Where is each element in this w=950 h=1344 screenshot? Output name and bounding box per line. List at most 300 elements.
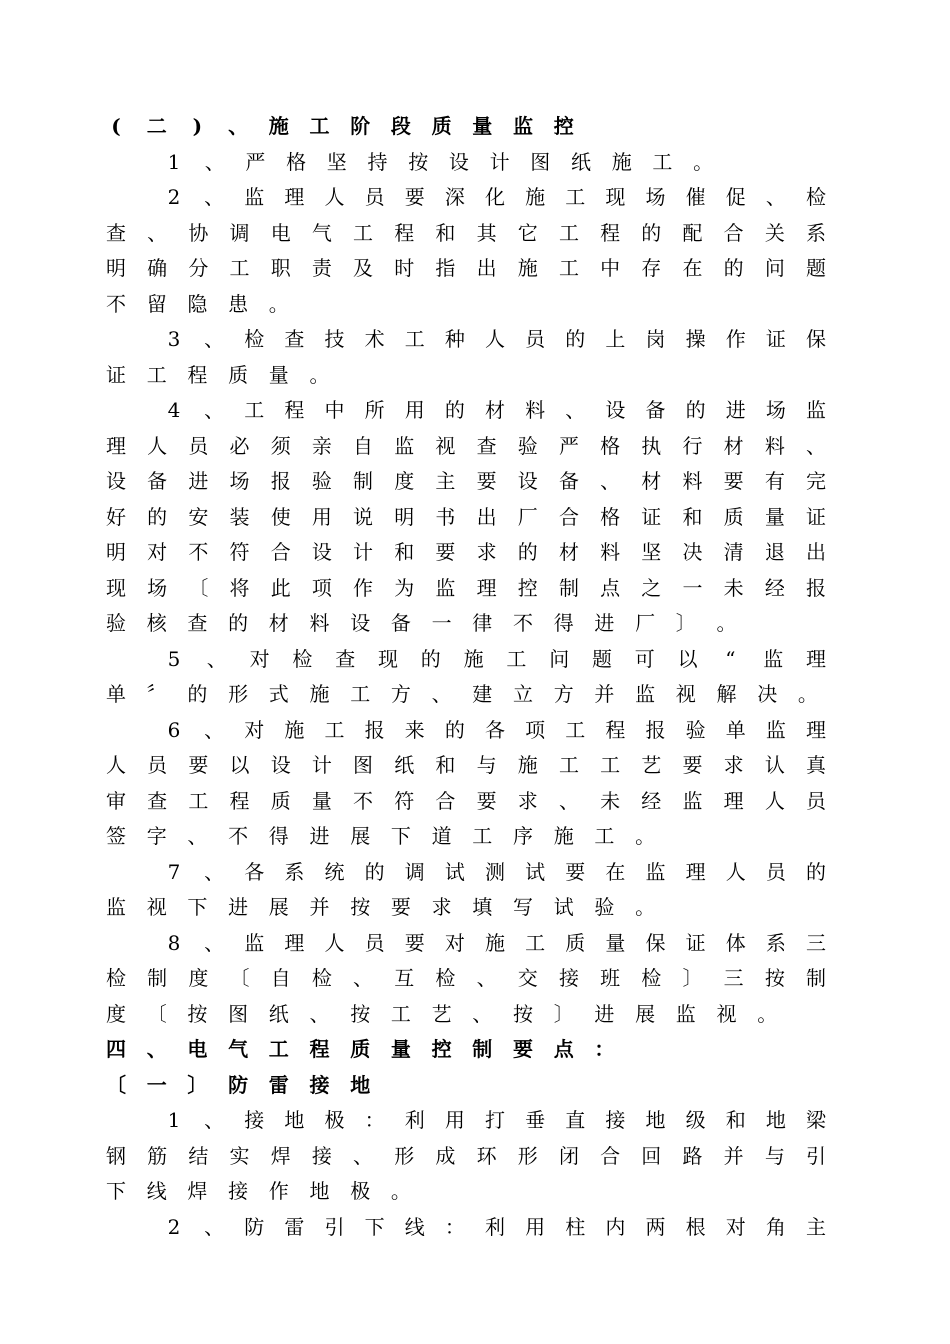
glyph: 图 (228, 1001, 249, 1026)
glyph: 证 (806, 504, 826, 529)
glyph: 。 (268, 291, 289, 316)
paragraph-line (0, 960, 950, 996)
glyph: 、 (228, 114, 249, 138)
glyph: 明 (106, 256, 126, 280)
glyph: 按 (350, 1001, 371, 1026)
glyph: 严 (245, 149, 266, 174)
paragraph-line (0, 1102, 950, 1138)
glyph: 设 (448, 149, 469, 174)
glyph: 环 (476, 1143, 497, 1168)
glyph: 施 (517, 753, 538, 777)
glyph: 一 (146, 1072, 167, 1097)
glyph: 备 (645, 398, 666, 422)
glyph: 合 (435, 788, 456, 813)
glyph: 制 (558, 575, 579, 600)
glyph: 工 (404, 327, 425, 351)
glyph: 员 (147, 753, 168, 777)
glyph: 及 (353, 256, 374, 280)
glyph: 进 (228, 895, 249, 919)
glyph: 核 (146, 611, 167, 635)
glyph: 要 (723, 469, 744, 493)
glyph: 厂 (517, 504, 538, 529)
glyph: 量 (764, 504, 785, 529)
glyph: 主 (435, 469, 456, 493)
glyph: 极 (350, 1179, 371, 1203)
glyph: 符 (229, 540, 250, 564)
glyph: 交 (517, 966, 538, 990)
glyph: 量 (605, 930, 626, 955)
glyph: 防 (244, 1214, 265, 1239)
glyph: 和 (435, 753, 456, 777)
glyph: 岗 (645, 327, 666, 351)
glyph: 要 (188, 753, 209, 777)
glyph: 理 (106, 433, 126, 458)
glyph: 程 (605, 717, 626, 742)
glyph: 查 (335, 646, 356, 671)
paragraph-line (0, 499, 950, 535)
glyph: 施 (553, 824, 574, 848)
glyph: 要 (435, 540, 456, 564)
glyph: 现 (378, 646, 398, 671)
glyph: 气 (228, 1037, 249, 1061)
glyph: 格 (600, 504, 621, 529)
glyph: 工 (525, 930, 546, 955)
glyph: 〕 (553, 1001, 574, 1026)
glyph: 技 (324, 327, 345, 351)
glyph: 内 (605, 1214, 626, 1239)
glyph: 、 (476, 966, 497, 990)
glyph: 得 (268, 824, 289, 848)
glyph: 与 (764, 1143, 785, 1168)
glyph: 与 (476, 753, 497, 777)
paragraph-line (0, 605, 950, 641)
glyph: 未 (723, 575, 744, 600)
glyph: 必 (229, 433, 250, 458)
paragraph-line (0, 321, 950, 357)
section-heading (0, 1067, 950, 1103)
glyph: 施 (485, 930, 505, 955)
glyph: 决 (757, 682, 778, 706)
glyph: 度 (394, 469, 415, 493)
glyph: 柱 (565, 1214, 586, 1239)
glyph: 出 (476, 256, 497, 280)
glyph: 。 (390, 1179, 411, 1203)
glyph: 试 (444, 859, 465, 884)
glyph: 并 (723, 1143, 744, 1168)
glyph: 视 (146, 895, 167, 919)
glyph: 进 (309, 824, 330, 848)
glyph: 理 (476, 575, 497, 600)
glyph: 制 (147, 966, 168, 990)
glyph: 单 (106, 682, 126, 706)
glyph: 雷 (268, 1072, 289, 1097)
glyph: 闭 (558, 1143, 579, 1168)
paragraph-line (0, 1138, 950, 1174)
glyph: 对 (249, 646, 270, 671)
glyph: 角 (765, 1214, 786, 1239)
glyph: 出 (476, 504, 497, 529)
glyph: 来 (404, 717, 425, 742)
glyph: 成 (435, 1143, 456, 1168)
glyph: 。 (716, 611, 737, 635)
glyph: 统 (324, 859, 345, 884)
glyph: 场 (765, 398, 786, 422)
glyph: 报 (645, 717, 666, 742)
glyph: 在 (605, 859, 626, 884)
glyph: 防 (228, 1072, 249, 1097)
paragraph-line (0, 144, 950, 180)
glyph: 项 (311, 575, 332, 600)
glyph: 对 (147, 540, 168, 564)
glyph: 、 (204, 327, 225, 351)
glyph: 控 (431, 1037, 452, 1061)
glyph: 监 (682, 788, 703, 813)
glyph: 人 (764, 788, 785, 813)
glyph: 有 (764, 469, 785, 493)
glyph: 员 (525, 327, 546, 351)
glyph: 施 (284, 717, 305, 742)
glyph: 。 (693, 149, 714, 174)
glyph: 焊 (187, 1179, 208, 1203)
glyph: 方 (390, 682, 411, 706)
glyph: 度 (188, 966, 209, 990)
glyph: 艺 (641, 753, 662, 777)
glyph: 工 (565, 185, 586, 209)
glyph: 地 (645, 1108, 666, 1132)
glyph: 进 (594, 611, 615, 635)
glyph: 查 (284, 327, 305, 351)
glyph: 工 (600, 753, 621, 777)
glyph: 和 (435, 220, 456, 245)
glyph: 材 (558, 540, 579, 564)
glyph: 保 (806, 327, 826, 351)
glyph: 并 (594, 682, 615, 706)
glyph: 。 (309, 362, 330, 387)
paragraph-line (0, 179, 950, 215)
glyph: 地 (309, 1179, 330, 1203)
glyph: 隐 (187, 291, 208, 316)
glyph: 场 (147, 575, 168, 600)
glyph: 气 (311, 220, 332, 245)
glyph: 的 (685, 398, 706, 422)
glyph: 律 (472, 611, 493, 635)
glyph: 和 (725, 1108, 746, 1132)
glyph: 可 (634, 646, 655, 671)
glyph: 检 (244, 327, 265, 351)
glyph: 接 (309, 1072, 330, 1097)
glyph: 用 (404, 398, 425, 422)
glyph: 证 (106, 362, 126, 387)
glyph: 1 (167, 1108, 181, 1132)
glyph: 报 (806, 575, 826, 600)
glyph: 、 (353, 966, 374, 990)
glyph: 签 (106, 824, 126, 848)
glyph: 中 (600, 256, 621, 280)
glyph: 结 (188, 1143, 209, 1168)
glyph: 安 (188, 504, 209, 529)
glyph: 工 (146, 362, 167, 387)
paragraph-line (0, 250, 950, 286)
paragraph-line (0, 925, 950, 961)
glyph: 回 (641, 1143, 662, 1168)
glyph: 料 (682, 469, 703, 493)
glyph: 进 (594, 1001, 615, 1026)
glyph: 〞 (146, 682, 167, 706)
glyph: 求 (476, 540, 497, 564)
glyph: 备 (558, 469, 579, 493)
glyph: 监 (244, 930, 265, 955)
glyph: 分 (188, 256, 209, 280)
glyph: 、 (204, 717, 225, 742)
glyph: “ (725, 646, 736, 671)
glyph: 员 (765, 859, 786, 884)
glyph: 要 (476, 469, 497, 493)
glyph: 垂 (525, 1108, 546, 1132)
glyph: ： (364, 1108, 385, 1132)
glyph: 级 (685, 1108, 706, 1132)
glyph: 对 (725, 1214, 746, 1239)
glyph: 检 (106, 966, 126, 990)
glyph: 检 (435, 966, 456, 990)
glyph: 报 (270, 469, 291, 493)
glyph: 艺 (431, 1001, 452, 1026)
glyph: 7 (167, 859, 181, 884)
glyph: 合 (558, 504, 579, 529)
glyph: 审 (106, 788, 126, 813)
glyph: 纸 (268, 1001, 289, 1026)
glyph: 设 (270, 753, 291, 777)
glyph: 上 (605, 327, 626, 351)
glyph: 厂 (635, 611, 656, 635)
glyph: 严 (558, 433, 579, 458)
glyph: 系 (284, 859, 305, 884)
glyph: 在 (682, 256, 703, 280)
glyph: 下 (106, 1179, 126, 1203)
paragraph-line (0, 747, 950, 783)
glyph: 工 (309, 114, 330, 138)
glyph: 试 (525, 859, 546, 884)
glyph: 协 (188, 220, 209, 245)
glyph: 路 (682, 1143, 703, 1168)
glyph: 材 (641, 469, 662, 493)
section-heading (0, 108, 950, 144)
glyph: 要 (476, 788, 497, 813)
glyph: 退 (764, 540, 785, 564)
glyph: 监 (675, 1001, 696, 1026)
glyph: 、 (204, 930, 225, 955)
glyph: 其 (476, 220, 497, 245)
glyph: 职 (270, 256, 291, 280)
glyph: 质 (228, 362, 249, 387)
glyph: 电 (187, 1037, 208, 1061)
glyph: 程 (394, 220, 415, 245)
glyph: 利 (404, 1108, 425, 1132)
glyph: 2 (167, 1214, 181, 1239)
glyph: 〔 (188, 575, 209, 600)
glyph: 所 (364, 398, 385, 422)
glyph: 展 (635, 1001, 656, 1026)
glyph: 说 (353, 504, 374, 529)
glyph: 现 (605, 185, 626, 209)
glyph: 质 (565, 930, 586, 955)
glyph: 接 (228, 1179, 249, 1203)
glyph: 进 (188, 469, 209, 493)
glyph: 设 (605, 398, 626, 422)
glyph: 工 (268, 1037, 289, 1061)
paragraph-line (0, 641, 950, 677)
glyph: 、 (353, 1143, 374, 1168)
glyph: 中 (324, 398, 345, 422)
glyph: 式 (268, 682, 289, 706)
glyph: 的 (187, 682, 208, 706)
glyph: 验 (311, 469, 332, 493)
paragraph-line (0, 463, 950, 499)
glyph: 设 (350, 611, 371, 635)
glyph: 按 (408, 149, 429, 174)
glyph: 系 (765, 930, 786, 955)
glyph: 两 (645, 1214, 666, 1239)
glyph: 监 (645, 859, 666, 884)
glyph: 指 (435, 256, 456, 280)
glyph: 患 (228, 291, 249, 316)
glyph: 引 (806, 1143, 826, 1168)
glyph: 量 (268, 362, 289, 387)
glyph: 、 (206, 646, 227, 671)
glyph: 的 (517, 540, 538, 564)
glyph: 程 (229, 788, 250, 813)
glyph: 符 (394, 788, 415, 813)
glyph: 4 (167, 398, 181, 422)
glyph: 控 (553, 114, 574, 138)
glyph: 工 (188, 788, 209, 813)
glyph: 〕 (675, 611, 696, 635)
glyph: 验 (685, 717, 706, 742)
glyph: 监 (435, 575, 456, 600)
paragraph-line (0, 570, 950, 606)
glyph: 施 (268, 114, 289, 138)
glyph: 施 (525, 185, 546, 209)
glyph: 员 (806, 788, 826, 813)
glyph: 理 (685, 859, 706, 884)
glyph: 序 (513, 824, 533, 848)
glyph: 题 (806, 256, 826, 280)
glyph: 写 (513, 895, 533, 919)
glyph: 报 (364, 717, 385, 742)
glyph: 下 (187, 895, 208, 919)
glyph: 查 (187, 611, 208, 635)
glyph: 化 (485, 185, 505, 209)
paragraph-line (0, 357, 950, 393)
glyph: 问 (764, 256, 785, 280)
glyph: 计 (489, 149, 510, 174)
glyph: 、 (204, 859, 225, 884)
glyph: 的 (147, 504, 168, 529)
glyph: 要 (565, 859, 586, 884)
glyph: 不 (353, 788, 374, 813)
glyph: 主 (806, 1214, 826, 1239)
glyph: 筋 (147, 1143, 168, 1168)
glyph: 格 (286, 149, 307, 174)
glyph: 、 (204, 149, 225, 174)
glyph: 要 (404, 185, 425, 209)
glyph: 自 (353, 433, 374, 458)
glyph: 展 (350, 824, 371, 848)
glyph: 地 (284, 1108, 305, 1132)
glyph: 。 (757, 1001, 778, 1026)
glyph: 坚 (641, 540, 662, 564)
glyph: 亲 (311, 433, 332, 458)
glyph: 体 (725, 930, 746, 955)
glyph: 作 (353, 575, 374, 600)
glyph: 催 (685, 185, 706, 209)
paragraph-line (0, 1209, 950, 1245)
glyph: 问 (549, 646, 570, 671)
glyph: 纸 (394, 753, 415, 777)
glyph: 、 (600, 469, 621, 493)
paragraph-line (0, 392, 950, 428)
glyph: 认 (764, 753, 785, 777)
glyph: 极 (324, 1108, 345, 1132)
glyph: 单 (725, 717, 746, 742)
glyph: 未 (600, 788, 621, 813)
glyph: 留 (146, 291, 167, 316)
glyph: 证 (641, 504, 662, 529)
glyph: 质 (431, 114, 452, 138)
glyph: 〔 (146, 1001, 167, 1026)
paragraph-line (0, 676, 950, 712)
glyph: 确 (147, 256, 168, 280)
glyph: 各 (485, 717, 505, 742)
glyph: 术 (364, 327, 385, 351)
glyph: 料 (764, 433, 785, 458)
glyph: 的 (228, 611, 249, 635)
glyph: 备 (147, 469, 168, 493)
glyph: 程 (309, 1037, 330, 1061)
glyph: 要 (513, 1037, 533, 1061)
glyph: 、 (204, 1108, 225, 1132)
glyph: 控 (517, 575, 538, 600)
glyph: 调 (404, 859, 425, 884)
glyph: 。 (797, 682, 818, 706)
glyph: 理 (284, 185, 305, 209)
glyph: 视 (716, 1001, 737, 1026)
glyph: 视 (675, 682, 696, 706)
glyph: 、 (147, 220, 168, 245)
glyph: 它 (517, 220, 538, 245)
glyph: 按 (764, 966, 785, 990)
glyph: 的 (641, 220, 662, 245)
glyph: 纸 (571, 149, 591, 174)
glyph: 、 (187, 824, 208, 848)
paragraph-line (0, 854, 950, 890)
glyph: 方 (553, 682, 574, 706)
glyph: 材 (268, 611, 289, 635)
glyph: 施 (309, 682, 330, 706)
glyph: 项 (525, 717, 546, 742)
glyph: 量 (311, 788, 332, 813)
glyph: 接 (244, 1108, 265, 1132)
glyph: 下 (364, 1214, 385, 1239)
glyph: 明 (106, 540, 126, 564)
glyph: 现 (106, 575, 126, 600)
glyph: 工 (353, 220, 374, 245)
glyph: 监 (244, 185, 265, 209)
glyph: 清 (723, 540, 744, 564)
glyph: 员 (364, 185, 385, 209)
glyph: 监 (806, 398, 826, 422)
glyph: 一 (682, 575, 703, 600)
glyph: 决 (682, 540, 703, 564)
